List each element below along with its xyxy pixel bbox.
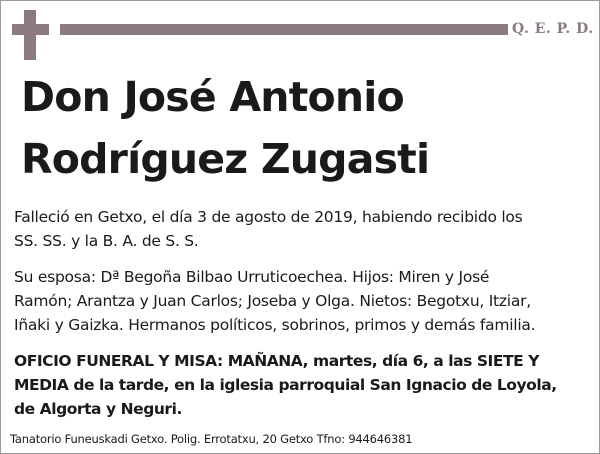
- family-line: Su esposa: Dª Begoña Bilbao Urruticoechea. Hijos: Miren y José: [14, 268, 490, 286]
- deceased-name: [21, 66, 591, 190]
- family-line: Ramón; Arantza y Juan Carlos; Joseba y Olga. Nietos: Begotxu, Itziar,: [14, 292, 531, 310]
- qepd-label: Q. E. P. D.: [512, 21, 594, 37]
- death-notice-paragraph: [14, 205, 589, 253]
- cross-icon: [12, 10, 49, 60]
- family-line: Iñaki y Gaizka. Hermanos políticos, sobrinos, primos y demás familia.: [14, 316, 536, 334]
- header-divider-bar: [60, 24, 508, 35]
- family-paragraph: [14, 265, 589, 337]
- funeral-paragraph: [14, 349, 589, 421]
- funeral-line: OFICIO FUNERAL Y MISA: MAÑANA, martes, día 6, a las SIETE Y: [14, 352, 539, 370]
- deceased-name-line-2: Rodríguez Zugasti: [21, 135, 430, 183]
- funeral-line: MEDIA de la tarde, en la iglesia parroquial San Ignacio de Loyola,: [14, 376, 557, 394]
- death-notice-line: SS. SS. y la B. A. de S. S.: [14, 232, 199, 250]
- death-notice-line: Falleció en Getxo, el día 3 de agosto de 2019, habiendo recibido los: [14, 208, 523, 226]
- funeral-home-footer: Tanatorio Funeuskadi Getxo. Polig. Errotatxu, 20 Getxo Tfno: 944646381: [10, 432, 413, 446]
- deceased-name-line-1: Don José Antonio: [21, 73, 404, 121]
- funeral-line: de Algorta y Neguri.: [14, 400, 182, 418]
